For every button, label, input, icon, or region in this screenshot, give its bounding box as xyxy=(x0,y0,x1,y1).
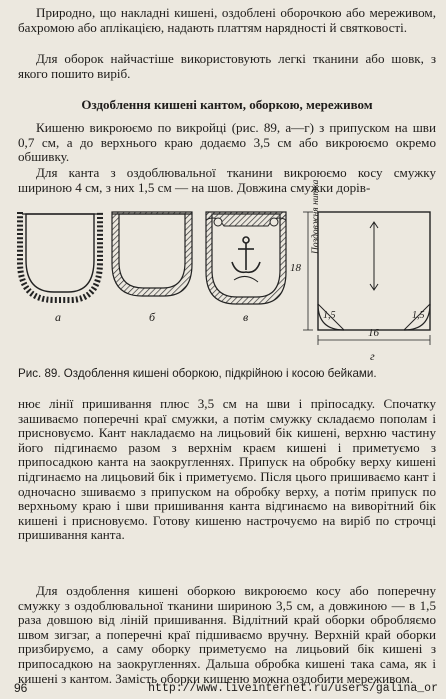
intro-paragraph-1: Природно, що накладні кишені, оздоблені оборочкою або мереживом, бахромою або аплікацією, надають платтям нарядності й святковості. xyxy=(18,5,436,35)
figure-caption: Рис. 89. Оздоблення кишені оборкою, підкрійною і косою бейками. xyxy=(18,367,377,380)
pocket-anchor-drawing xyxy=(206,212,286,304)
grain-label: Поздовжня нитка xyxy=(311,179,321,254)
body-paragraph-1: Кишеню викроюємо по викройці (рис. 89, а—г) з припуском на шви 0,7 см, а до верхнього краю додаємо 3,5 см або викроюємо окремо обшивку. xyxy=(18,120,436,165)
figure-89 xyxy=(0,200,446,360)
figure-label-b: б xyxy=(149,310,156,324)
corner-radius-left: 1,5 xyxy=(323,310,336,321)
dimension-height: 18 xyxy=(290,262,301,274)
pocket-pattern-drawing xyxy=(303,212,430,345)
figure-label-a: а xyxy=(55,310,61,324)
pocket-ruffle-drawing xyxy=(20,212,100,300)
dimension-width: 16 xyxy=(368,327,379,339)
corner-radius-right: 1,5 xyxy=(412,310,425,321)
continued-paragraph-2: Для оздоблення кишені оборкою викроюємо косу або поперечну смужку з оздоблювальної тканини шириною 3,5 см, а довжиною — в 1,5 раза довшою від ліній пришивання. Відлітний край оборки обробляємо швом зигзаг, а поперечні краї підшиваємо вручну. Верхній край оборки призбируємо, а саму оборку приметуємо на лицьовий бік кишені з припосадкою на заокругленнях. Дальша обробка кишені така сама, як і кишені з кантом. Замість оборки кишеню можна оздобити мереживом. xyxy=(18,583,436,686)
page-number: 96 xyxy=(14,681,28,695)
source-url[interactable]: http://www.liveinternet.ru/users/galina_or xyxy=(148,682,438,695)
continued-paragraph-1: нює лінії пришивання плюс 3,5 см на шви і пріпосадку. Спочатку зашиваємо поперечні краї смужки, а потім смужку складаємо пополам і присновуємо. Кант накладаємо на лицьовий бік кишені, верхню частину його підгинаємо разом з верхнім краєм кишені і приметуємо з припосадкою канта на заокругленнях. Припуск на обробку верху кишені підгинаємо на лицьовий бік і приметуємо. Після цього пришиваємо кант і одночасно зшиваємо з припуском на обробку верху, а потім припуск по верхньому краю і шви пришивання канта відгинаємо на виворітний бік кишені і присновуємо. Готову кишеню настрочуємо на виріб по строчці пришивання канта. xyxy=(18,396,436,543)
section-heading: Оздоблення кишені кантом, оборкою, мереживом xyxy=(81,97,373,112)
intro-paragraph-2: Для оборок найчастіше використовують легкі тканини або шовк, з якого пошито виріб. xyxy=(18,51,436,81)
figure-label-v: в xyxy=(243,310,249,324)
pocket-binding-drawing xyxy=(112,212,192,296)
body-paragraph-2: Для канта з оздоблювальної тканини викроюємо косу смужку шириною 4 см, з них 1,5 см — на шов. Довжина смужки дорів- xyxy=(18,165,436,195)
figure-label-g: г xyxy=(370,349,375,363)
